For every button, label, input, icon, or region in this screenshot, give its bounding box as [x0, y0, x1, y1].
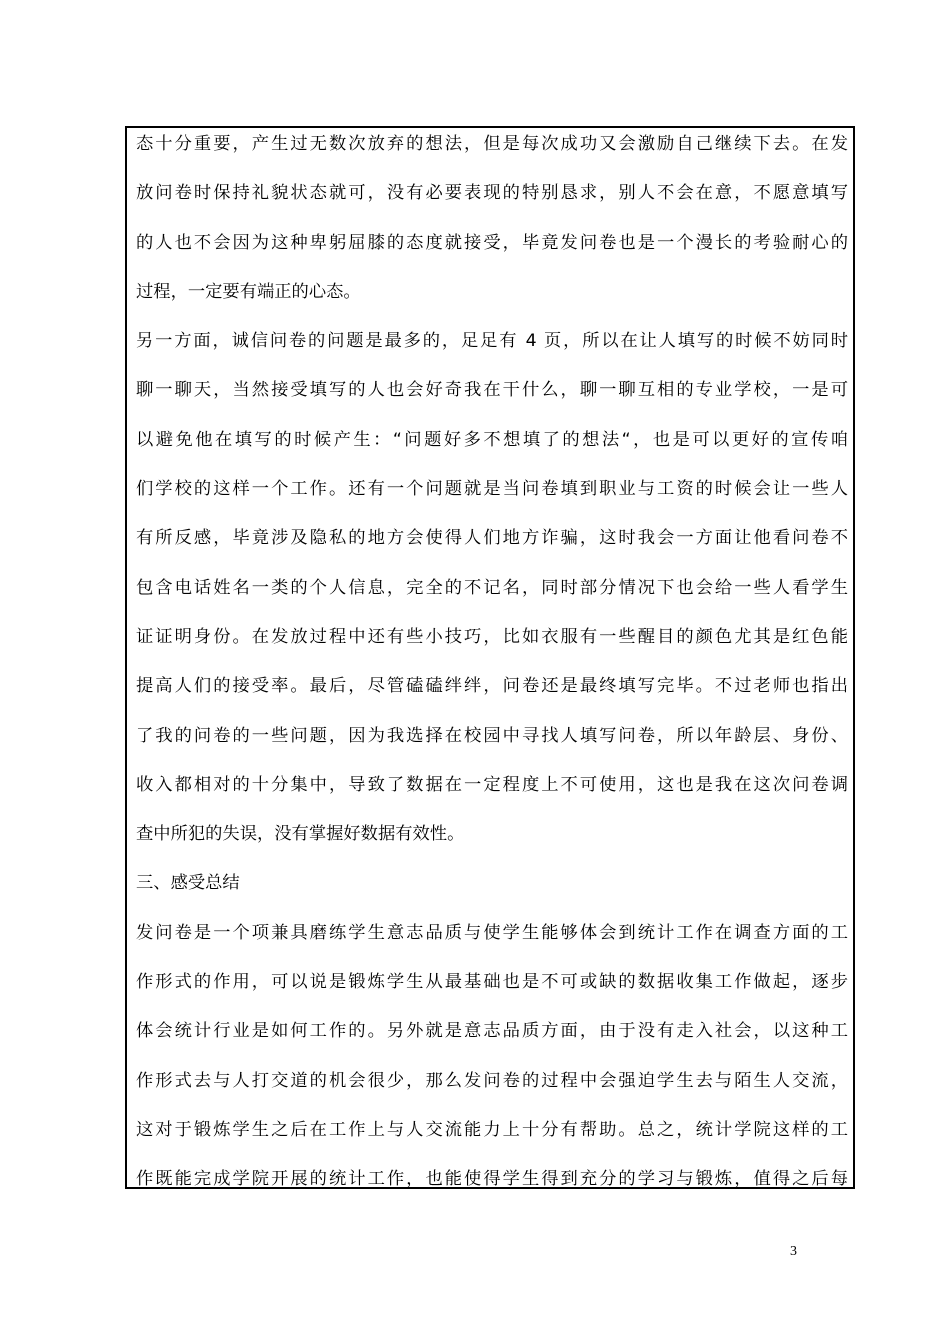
text-line: 查中所犯的失误，没有掌握好数据有效性。	[136, 824, 465, 845]
text-line: 聊一聊天，当然接受填写的人也会好奇我在干什么，聊一聊互相的专业学校，一是可	[136, 380, 848, 401]
page-number: 3	[790, 1244, 797, 1259]
text-line: 作形式的作用，可以说是锻炼学生从最基础也是不可或缺的数据收集工作做起，逐步	[136, 972, 848, 993]
text-line: 态十分重要，产生过无数次放弃的想法，但是每次成功又会激励自己继续下去。在发	[136, 134, 848, 154]
text-line: 证证明身份。在发放过程中还有些小技巧，比如衣服有一些醒目的颜色尤其是红色能	[136, 626, 848, 647]
text-line: 了我的问卷的一些问题，因为我选择在校园中寻找人填写问卷，所以年龄层、身份、	[136, 725, 848, 746]
text-line: 作既能完成学院开展的统计工作，也能使得学生得到充分的学习与锻炼，值得之后每	[136, 1169, 848, 1190]
text-line: 的人也不会因为这种卑躬屈膝的态度就接受，毕竟发问卷也是一个漫长的考验耐心的	[136, 232, 848, 253]
text-line: 这对于锻炼学生之后在工作上与人交流能力上十分有帮助。总之，统计学院这样的工	[136, 1119, 848, 1140]
text-line: 体会统计行业是如何工作的。另外就是意志品质方面，由于没有走入社会，以这种工	[136, 1021, 848, 1042]
text-line: 另一方面，诚信问卷的问题是最多的，足足有 4 页，所以在让人填写的时候不妨同时	[136, 331, 848, 352]
text-line: 过程，一定要有端正的心态。	[136, 281, 361, 302]
text-line: 有所反感，毕竟涉及隐私的地方会使得人们地方诈骗，这时我会一方面让他看问卷不	[136, 528, 848, 549]
section-heading: 三、感受总结	[136, 873, 240, 894]
document-body	[136, 124, 848, 1209]
text-line: 收入都相对的十分集中，导致了数据在一定程度上不可使用，这也是我在这次问卷调	[136, 774, 848, 795]
text-line: 放问卷时保持礼貌状态就可，没有必要表现的特别恳求，别人不会在意，不愿意填写	[136, 183, 848, 204]
text-line: 作形式去与人打交道的机会很少，那么发问卷的过程中会强迫学生去与陌生人交流，	[136, 1070, 848, 1091]
text-line: 包含电话姓名一类的个人信息，完全的不记名，同时部分情况下也会给一些人看学生	[136, 577, 848, 598]
text-line: 发问卷是一个项兼具磨练学生意志品质与使学生能够体会到统计工作在调查方面的工	[136, 922, 848, 943]
text-line: 们学校的这样一个工作。还有一个问题就是当问卷填到职业与工资的时候会让一些人	[136, 479, 848, 500]
text-line: 以避免他在填写的时候产生：“问题好多不想填了的想法“，也是可以更好的宣传咱	[136, 429, 848, 450]
text-line: 提高人们的接受率。最后，尽管磕磕绊绊，问卷还是最终填写完毕。不过老师也指出	[136, 676, 848, 697]
